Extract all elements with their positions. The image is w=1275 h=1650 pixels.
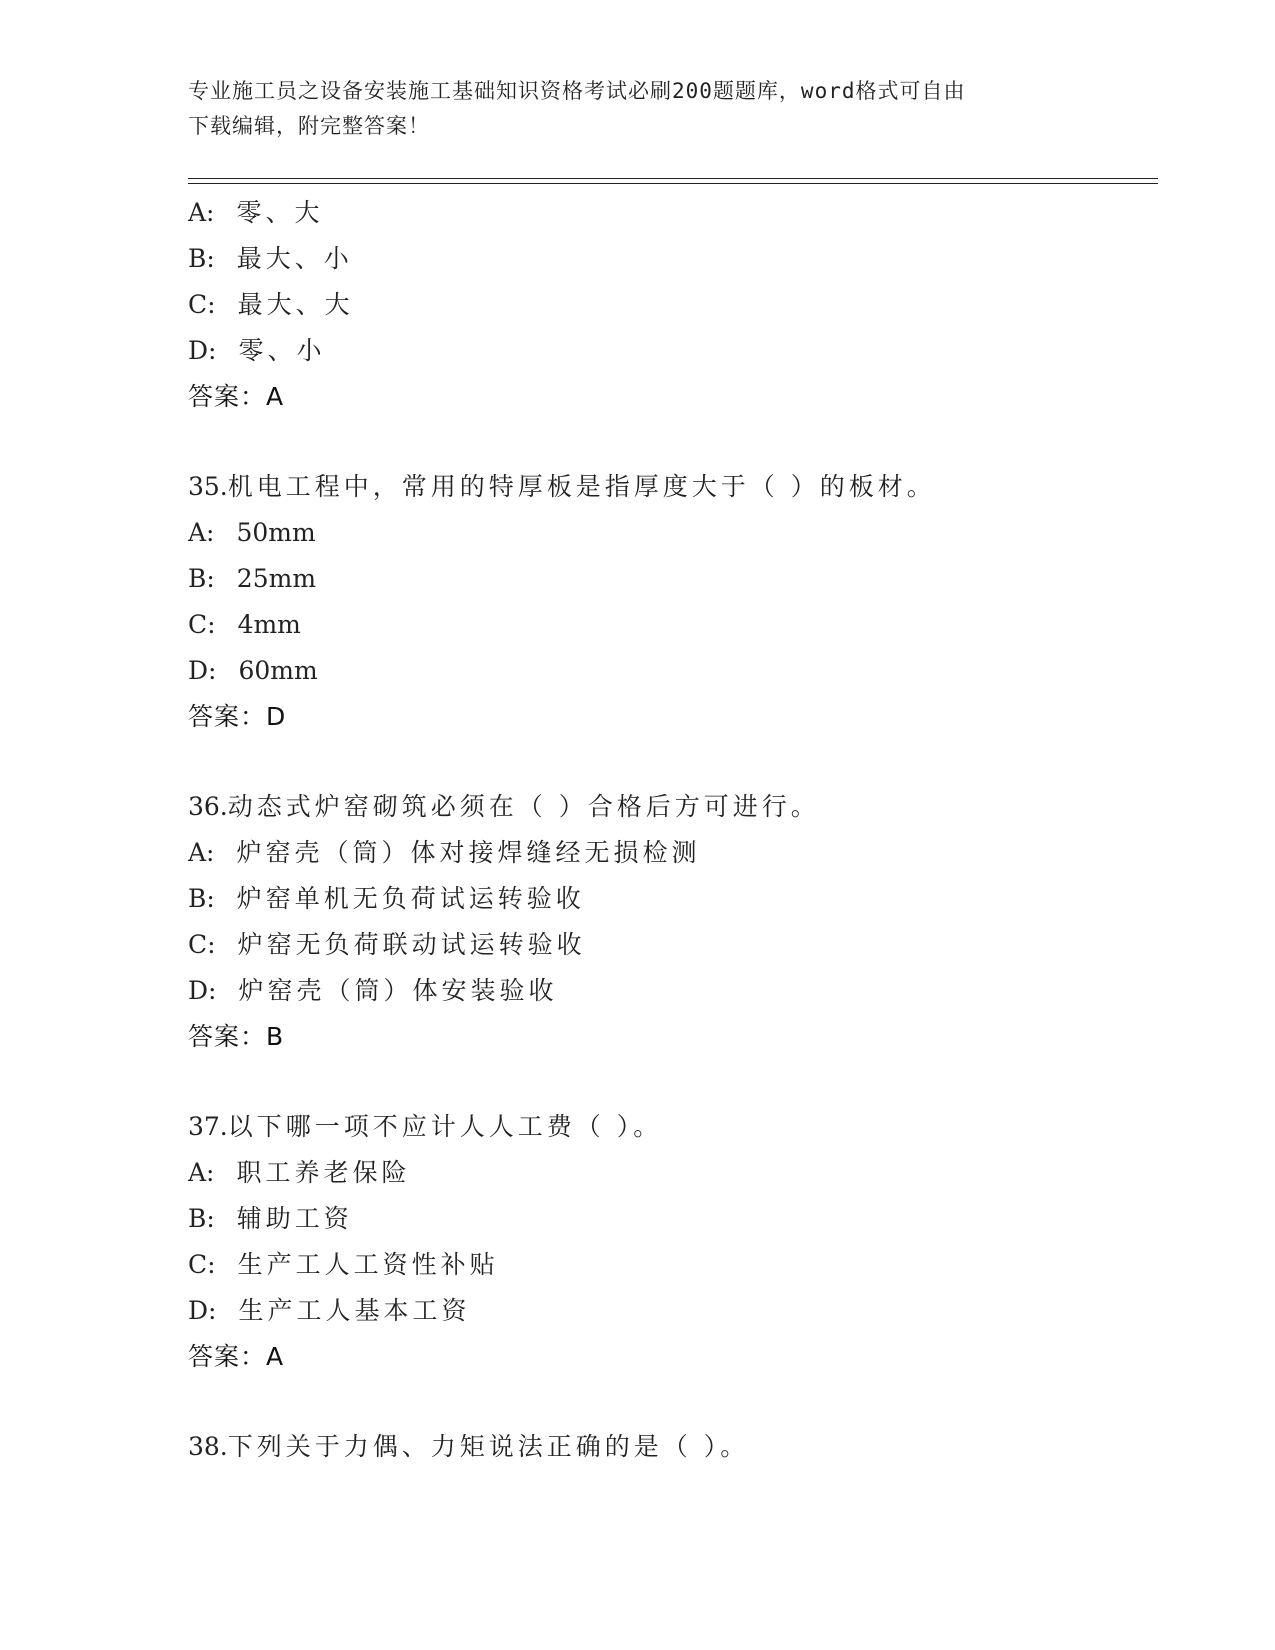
option-d: D: 生产工人基本工资 [188,1296,471,1325]
option-d: D: 60mm [188,656,318,685]
question-block [188,464,1158,740]
question-block [188,784,1158,1060]
option-b: B: 25mm [188,564,317,593]
answer-line: 答案：A [188,1342,285,1371]
option-b: B: 辅助工资 [188,1204,353,1233]
question-text: 36.动态式炉窑砌筑必须在（ ）合格后方可进行。 [188,792,820,821]
option-a: A: 炉窑壳（筒）体对接焊缝经无损检测 [188,838,701,867]
header-divider-bottom [188,183,1158,184]
option-c: C: 生产工人工资性补贴 [188,1250,499,1279]
question-block [188,1104,1158,1380]
header-divider-top [188,178,1158,179]
question-number: 36. [188,792,228,821]
question-block [188,190,1158,420]
question-list [188,190,1158,1470]
question-number: 38. [188,1432,228,1461]
option-d: D: 零、小 [188,336,326,365]
question-text: 35.机电工程中，常用的特厚板是指厚度大于（ ）的板材。 [188,472,936,501]
option-a: A: 零、大 [188,198,324,227]
header-line-2: 下载编辑，附完整答案！ [188,114,430,138]
option-d: D: 炉窑壳（筒）体安装验收 [188,976,558,1005]
option-b: B: 炉窑单机无负荷试运转验收 [188,884,585,913]
question-text: 38.下列关于力偶、力矩说法正确的是（ ）。 [188,1432,750,1461]
answer-line: 答案：B [188,1022,285,1051]
question-number: 37. [188,1112,228,1141]
answer-line: 答案：A [188,382,285,411]
option-c: C: 4mm [188,610,301,639]
header-line-1: 专业施工员之设备安装施工基础知识资格考试必刷200题题库，word格式可自由 [188,79,966,103]
option-a: A: 50mm [188,518,316,547]
question-number: 35. [188,472,228,501]
option-c: C: 最大、大 [188,290,354,319]
option-c: C: 炉窑无负荷联动试运转验收 [188,930,586,959]
document-header [188,74,1068,144]
answer-line: 答案：D [188,702,287,731]
question-block [188,1424,1158,1470]
option-a: A: 职工养老保险 [188,1158,411,1187]
option-b: B: 最大、小 [188,244,353,273]
question-text: 37.以下哪一项不应计人人工费（ ）。 [188,1112,663,1141]
